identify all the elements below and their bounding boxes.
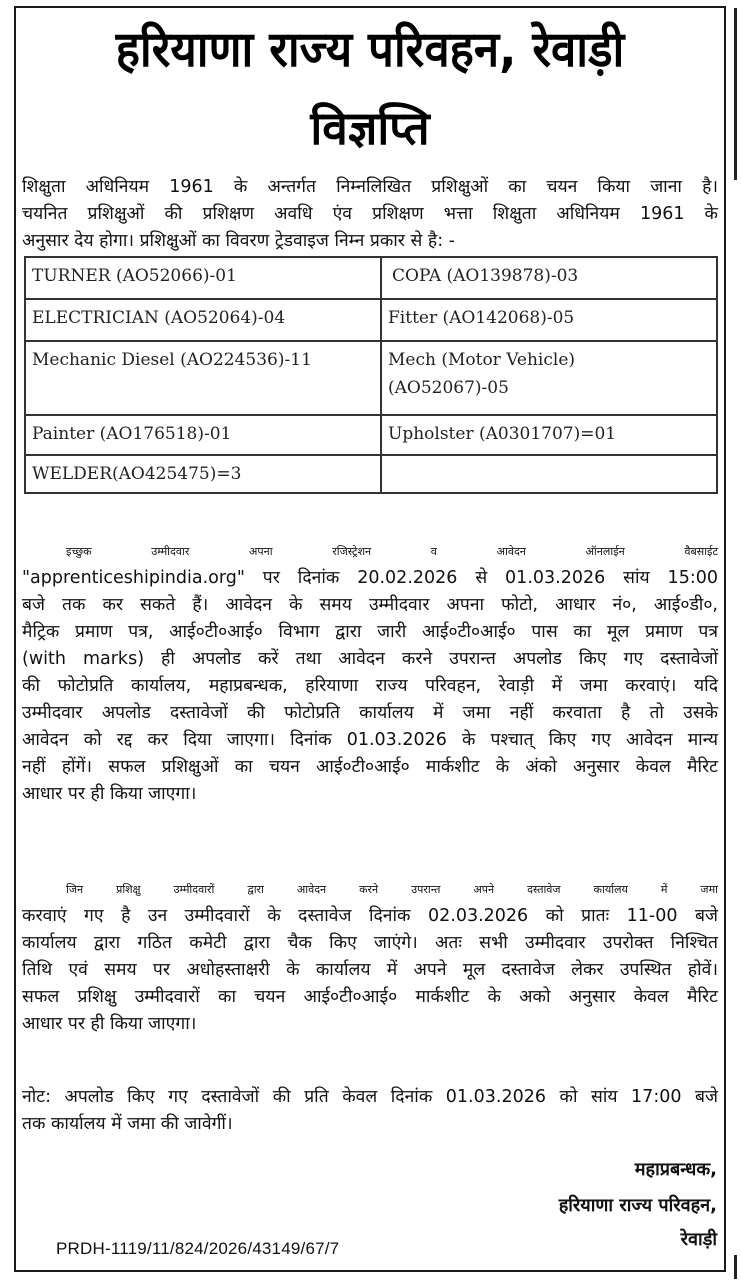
trade-cell: Upholster (A0301707)=01 [381, 415, 717, 455]
paragraph-line: तक कार्यालय में जमा की जावेगीं। [22, 1114, 233, 1134]
notice-subtitle: विज्ञप्ति [310, 101, 430, 155]
paragraph-line: नोट: अपलोड किए गए दस्तावेजों की प्रति केवल दिनांक 01.03.2026 को सांय 17:00 बजे [22, 1087, 718, 1107]
paragraph-line: आधार पर ही किया जाएगा। [22, 784, 197, 804]
paragraph-line: आधार पर ही किया जाएगा। [22, 1014, 197, 1034]
paragraph-line: मैट्रिक प्रमाण पत्र, आई०टी०आई० विभाग द्वारा जारी आई०टी०आई० पास का मूल प्रमाण पत्र [22, 622, 718, 642]
trade-cell [381, 455, 717, 493]
trade-cell-text: COPA (AO139878)-03 [392, 266, 579, 286]
paragraph-line: (with marks) ही अपलोड करें तथा आवेदन करने उपरान्त अपलोड किए गए दस्तावेजों [22, 649, 718, 669]
trade-cell-line: (AO52067)-05 [388, 378, 509, 398]
adjacent-column-rule-bottom [734, 1255, 737, 1279]
trade-cell: WELDER(AO425475)=3 [25, 455, 381, 493]
verification-paragraph [22, 876, 718, 1038]
note-paragraph [22, 1084, 718, 1138]
trades-table [24, 256, 718, 494]
paragraph-line: सफल प्रशिक्षु उम्मीदवारों का चयन आई०टी०आई० मार्कशीट के अको अनुसार केवल मैरिट [22, 987, 718, 1007]
trade-cell [381, 341, 717, 415]
reference-number: PRDH-1119/11/824/2026/43149/67/7 [56, 1239, 340, 1258]
paragraph-line: तिथि एवं समय पर अधोहस्ताक्षरी के कार्यालय में अपने मूल दस्तावेज लेकर उपस्थित होवें। [22, 960, 718, 980]
trade-cell: ELECTRICIAN (AO52064)-04 [25, 299, 381, 341]
paragraph-line: जिन प्रशिक्षु उम्मीदवारों द्वारा आवेदन करने उपरान्त अपने दस्तावेज कार्यालय में जमा [66, 883, 718, 896]
signatory-organisation: हरियाणा राज्य परिवहन, [558, 1195, 717, 1216]
table-row [25, 415, 717, 455]
table-row [25, 299, 717, 341]
signatory-place: रेवाड़ी [680, 1229, 717, 1250]
paragraph-line: उम्मीदवार अपलोड दस्तावेजों की फोटोप्रति कार्यालय में जमा नहीं करवाता है तो उसके [22, 703, 718, 723]
trade-cell: Fitter (AO142068)-05 [381, 299, 717, 341]
table-row [25, 455, 717, 493]
trade-cell: Mechanic Diesel (AO224536)-11 [25, 341, 381, 415]
paragraph-line: बजे तक कर सकते हैं। आवेदन के समय उम्मीदवार अपना फोटो, आधार नं०, आई०डी०, [22, 595, 718, 615]
trade-cell: TURNER (AO52066)-01 [25, 257, 381, 299]
intro-line: अनुसार देय होगा। प्रशिक्षुओं का विवरण ट्रेडवाइज निम्न प्रकार से है: - [22, 231, 455, 251]
trade-cell [381, 257, 717, 299]
paragraph-line: "apprenticeshipindia.org" पर दिनांक 20.02.2026 से 01.03.2026 सांय 15:00 [22, 568, 718, 588]
paragraph-line: करवाएं गए है उन उम्मीदवारों के दस्तावेज दिनांक 02.03.2026 को प्रातः 11-00 बजे [22, 906, 718, 926]
intro-line: शिक्षुता अधिनियम 1961 के अन्तर्गत निम्नलिखित प्रशिक्षुओं का चयन किया जाना है। [22, 177, 718, 197]
adjacent-column-rule [734, 8, 737, 180]
application-paragraph [22, 538, 718, 808]
intro-line: चयनित प्रशिक्षुओं की प्रशिक्षण अवधि एंव प्रशिक्षण भत्ता शिक्षुता अधिनियम 1961 के [22, 204, 718, 224]
paragraph-line: कार्यालय द्वारा गठित कमेटी द्वारा चैक किए जाएंगे। अतः सभी उम्मीदवार उपरोक्त निश्चित [22, 933, 718, 953]
notice-title: हरियाणा राज्य परिवहन, रेवाड़ी [115, 21, 625, 78]
table-row [25, 341, 717, 415]
paragraph-line: की फोटोप्रति कार्यालय, महाप्रबन्धक, हरियाणा राज्य परिवहन, रेवाड़ी में जमा करवाएं। यदि [22, 676, 718, 696]
intro-paragraph [22, 174, 718, 255]
trade-cell-line: Mech (Motor Vehicle) [388, 350, 576, 370]
paragraph-line: आवेदन को रद्द कर दिया जाएगा। दिनांक 01.03.2026 के पश्चात् किए गए आवेदन मान्य [22, 730, 718, 750]
paragraph-line: इच्छुक उम्मीदवार अपना रजिस्ट्रेशन व आवेदन ऑनलाईन वैबसाईट [66, 545, 718, 558]
signatory-designation: महाप्रबन्धक, [634, 1159, 717, 1180]
trade-cell: Painter (AO176518)-01 [25, 415, 381, 455]
table-row [25, 257, 717, 299]
paragraph-line: नहीं होंगें। सफल प्रशिक्षुओं का चयन आई०टी०आई० मार्कशीट के अंको अनुसार केवल मैरिट [22, 757, 718, 777]
